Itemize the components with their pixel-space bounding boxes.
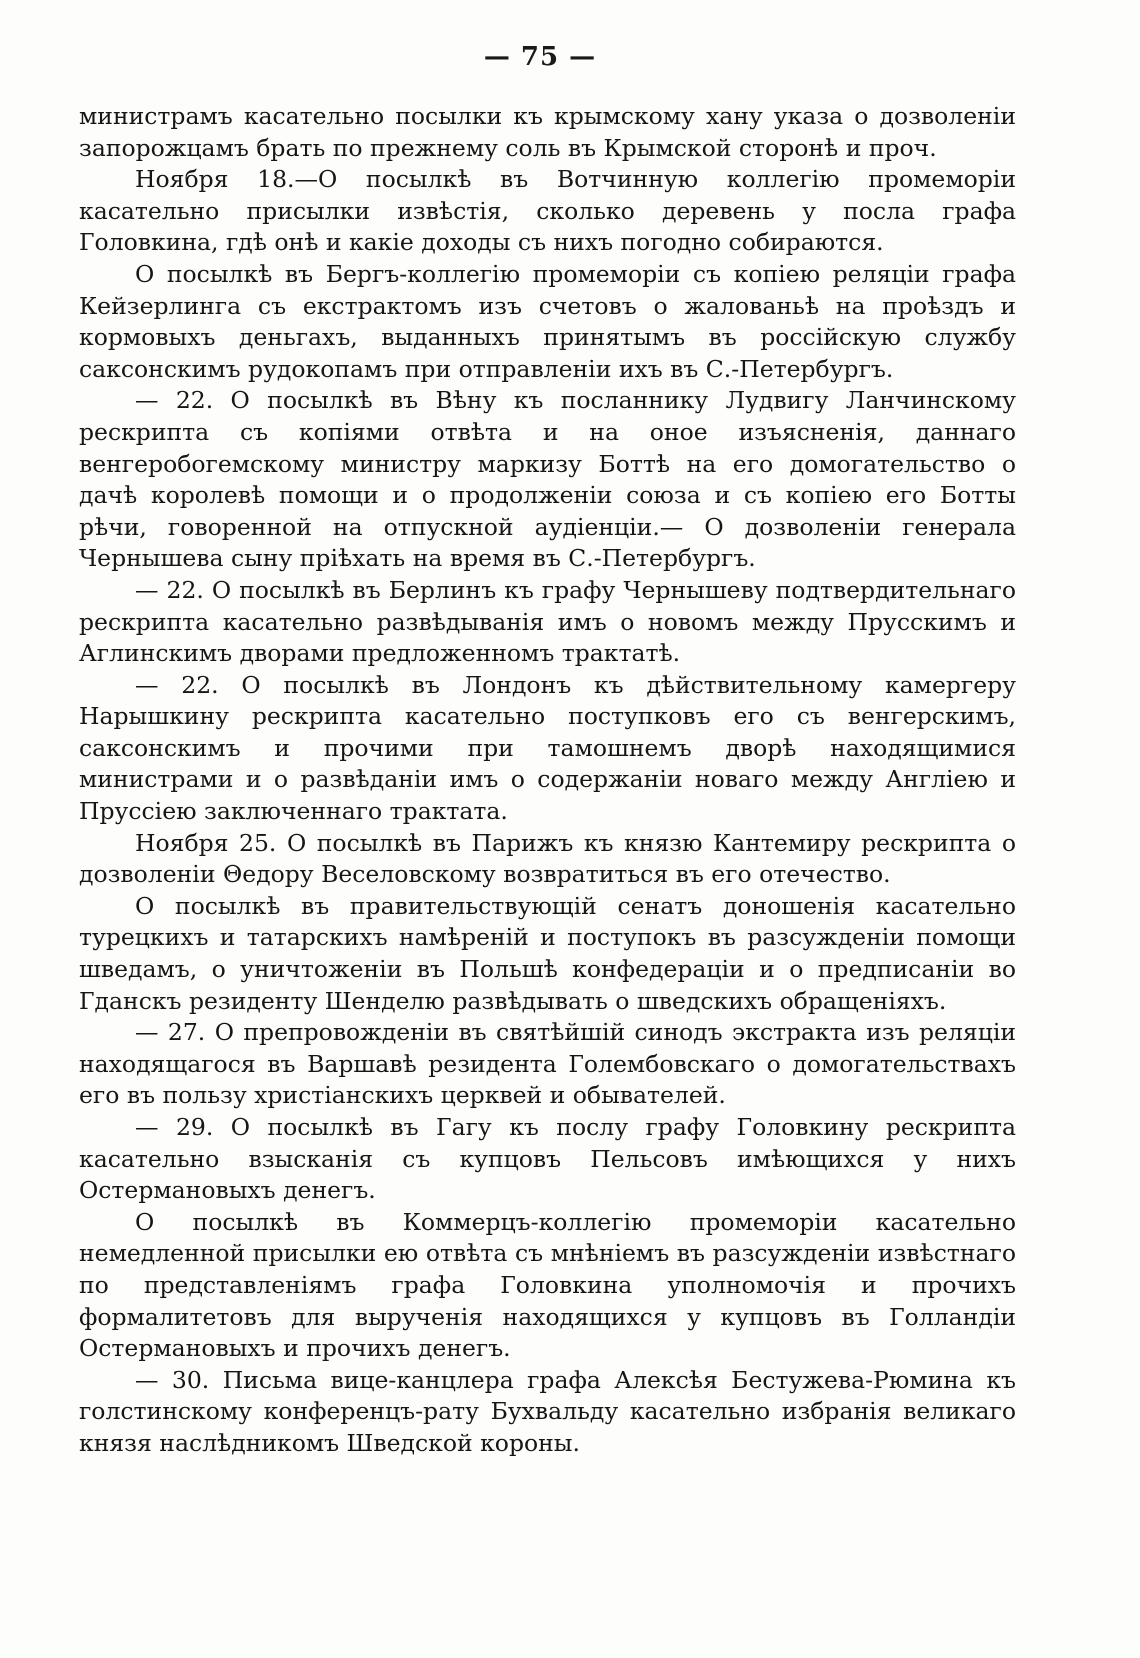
paragraph: — 29. О посылкѣ въ Гагу къ послу графу Головкину рескрипта касательно взысканія съ купцовъ Пельсовъ имѣющихся у нихъ Остермановыхъ денегъ. xyxy=(79,1113,1016,1205)
paragraph: Ноября 18.—О посылкѣ въ Вотчинную коллегію промеморіи касательно присылки извѣстія, сколько деревень у посла графа Головкина, гдѣ онѣ и какіе доходы съ нихъ погодно собираются. xyxy=(79,165,1016,257)
page-number: — 75 — xyxy=(483,42,597,72)
paragraph: О посылкѣ въ Коммерцъ-коллегію промеморіи касательно немедленной присылки ею отвѣта съ мнѣніемъ въ разсужденіи извѣстнаго по представленіямъ графа Головкина уполномочія и прочихъ формалитетовъ для вырученія находящихся у купцовъ въ Голландіи Остермановыхъ и прочихъ денегъ. xyxy=(79,1207,1016,1363)
paragraph: — 22. О посылкѣ въ Вѣну къ посланнику Лудвигу Ланчинскому рескрипта съ копіями отвѣта и на оное изъясненія, даннаго венгеробогемскому министру маркизу Боттѣ на его домогательство о дачѣ королевѣ помощи и о продолженіи союза и съ копіею его Ботты рѣчи, говоренной на отпускной аудіенціи.— О дозволеніи генерала Чернышева сыну пріѣхать на время въ С.-Петербургъ. xyxy=(79,386,1016,573)
paragraph: Ноября 25. О посылкѣ въ Парижъ къ князю Кантемиру рескрипта о дозволеніи Θедору Веселовскому возвратиться въ его отечество. xyxy=(79,828,1016,889)
paragraph: — 30. Письма вице-канцлера графа Алексѣя Бестужева-Рюмина къ голстинскому конференцъ-рату Бухвальду касательно избранія великаго князя наслѣдникомъ Шведской короны. xyxy=(79,1365,1016,1457)
paragraph: О посылкѣ въ Бергъ-коллегію промеморіи съ копіею реляціи графа Кейзерлинга съ екстрактомъ изъ счетовъ о жалованьѣ на проѣздъ и кормовыхъ деньгахъ, выданныхъ принятымъ въ россійскую службу саксонскимъ рудокопамъ при отправленіи ихъ въ С.-Петербургъ. xyxy=(79,259,1016,383)
paragraph: — 27. О препровожденіи въ святѣйшій синодъ экстракта изъ реляціи находящагося въ Варшавѣ резидента Голембовскаго о домогательствахъ его въ пользу христіанскихъ церквей и обывателей. xyxy=(79,1018,1016,1110)
paragraph: — 22. О посылкѣ въ Берлинъ къ графу Чернышеву подтвердительнаго рескрипта касательно развѣдыванія имъ о новомъ между Прусскимъ и Аглинскимъ дворами предложенномъ трактатѣ. xyxy=(79,575,1016,668)
paragraph: министрамъ касательно посылки къ крымскому хану указа о дозволеніи запорожцамъ брать по прежнему соль въ Крымской сторонѣ и проч. xyxy=(79,102,1016,162)
text-body xyxy=(79,101,1016,1460)
paragraph: О посылкѣ въ правительствующій сенатъ доношенія касательно турецкихъ и татарскихъ намѣреній и поступокъ въ разсужденіи помощи шведамъ, о уничтоженіи въ Польшѣ конфедераціи и о предписаніи во Гданскъ резиденту Шенделю развѣдывать о шведскихъ обращеніяхъ. xyxy=(79,891,1016,1015)
paragraph: — 22. О посылкѣ въ Лондонъ къ дѣйствительному камергеру Нарышкину рескрипта касательно поступковъ его съ венгерскимъ, саксонскимъ и прочими при тамошнемъ дворѣ находящимися министрами и о развѣданіи имъ о содержаніи новаго между Англіею и Пруссіею заключеннаго трактата. xyxy=(79,670,1016,826)
